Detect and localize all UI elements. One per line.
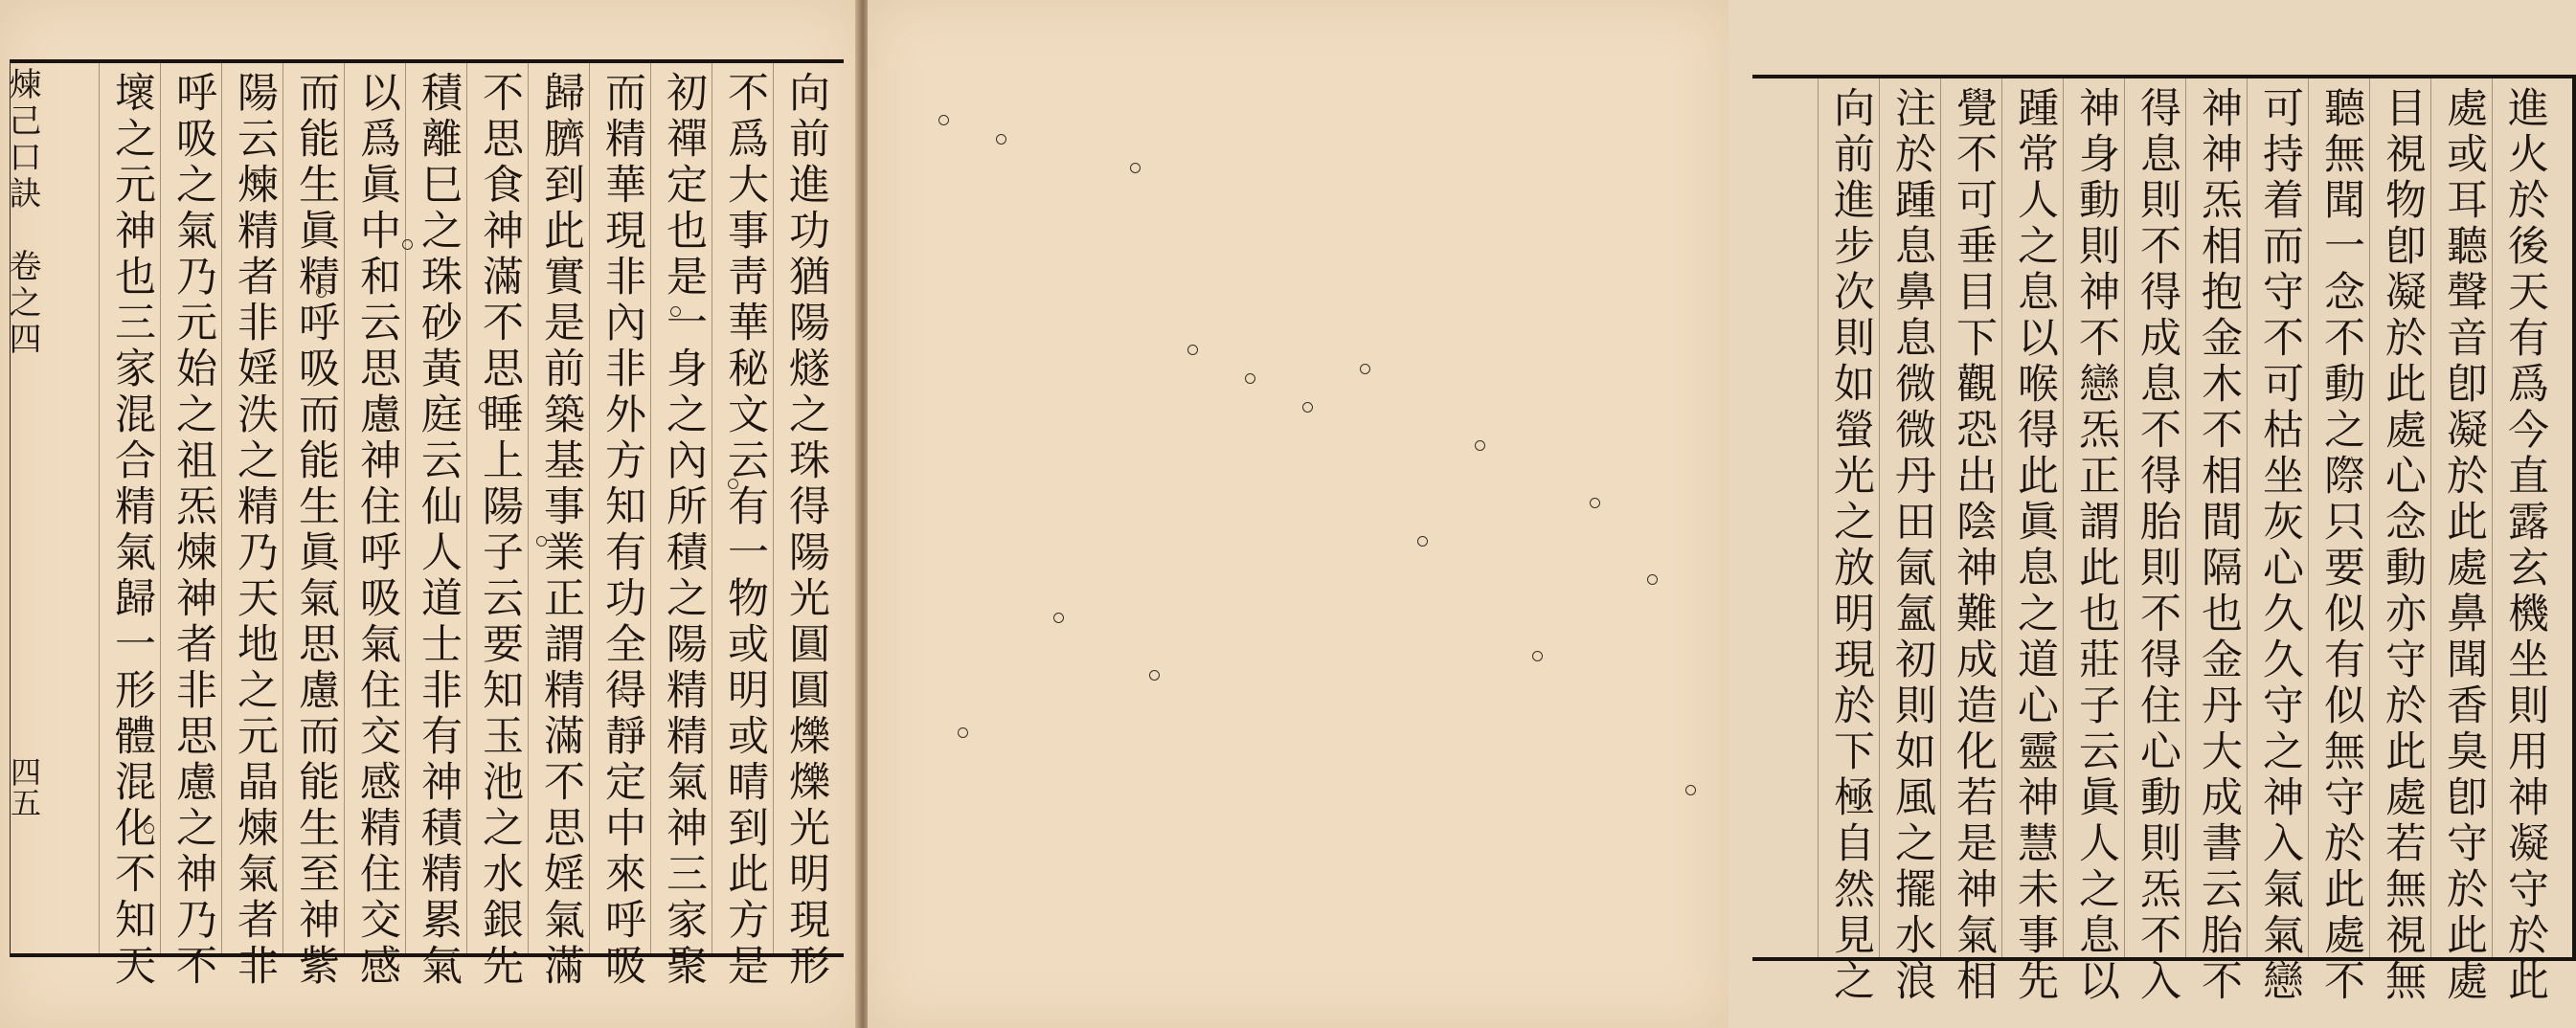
punctuation-circle <box>1302 402 1313 413</box>
column-rule <box>2308 78 2309 957</box>
column-rule <box>99 63 100 953</box>
punctuation-circle <box>1360 364 1370 374</box>
text-column: 聽無聞一念不動之際只要似有似無守於此處不 <box>2317 86 2365 1005</box>
text-column: 可持着而守不可枯坐灰心久久守之神入氣氣戀 <box>2256 86 2304 1005</box>
punctuation-circle <box>958 727 968 738</box>
text-column: 處或耳聽聲音卽凝於此處鼻聞香臭卽守於此處 <box>2440 86 2488 1005</box>
column-rule <box>528 63 529 953</box>
text-column: 踵常人之息以喉得此眞息之道心靈神慧未事先 <box>2011 86 2059 1005</box>
punctuation-circle <box>536 536 547 547</box>
column-rule <box>2369 78 2370 957</box>
column-rule <box>282 63 283 953</box>
punctuation-circle <box>402 239 413 250</box>
column-rule <box>2185 78 2186 957</box>
column-rule <box>160 63 161 953</box>
column-rule <box>221 63 222 953</box>
punctuation-circle <box>1417 536 1428 547</box>
text-column: 覺不可垂目下觀恐出陰神難成造化若是神氣相 <box>1950 86 1998 1005</box>
text-column: 而精華現非內非外方知有功全得靜定中來呼吸 <box>599 71 646 990</box>
text-column: 陽云煉精者非婬泆之精乃天地之元晶煉氣者非 <box>231 71 279 990</box>
punctuation-circle <box>1149 670 1160 681</box>
punctuation-circle <box>938 115 949 125</box>
text-column: 目視物卽凝於此處心念動亦守於此處若無視無 <box>2379 86 2427 1005</box>
text-column: 得息則不得成息不得胎則不得住心動則炁不入 <box>2134 86 2181 1005</box>
column-rule <box>773 63 774 953</box>
punctuation-circle <box>144 823 154 834</box>
punctuation-circle <box>1647 574 1658 585</box>
text-column: 不爲大事靑華秘文云有一物或明或晴到此方是 <box>721 71 769 990</box>
punctuation-circle <box>1532 651 1543 661</box>
punctuation-circle <box>728 479 738 489</box>
punctuation-circle <box>1685 785 1696 795</box>
punctuation-circle <box>479 402 489 413</box>
text-column: 不思食神滿不思睡上陽子云要知玉池之水銀先 <box>476 71 524 990</box>
page-number: 四五 <box>6 756 42 817</box>
column-rule <box>405 63 406 953</box>
punctuation-circle <box>316 287 327 298</box>
text-column: 注於踵息鼻息微微丹田氤氳初則如風之擺水浪 <box>1888 86 1936 1005</box>
text-column: 呼吸之氣乃元始之祖炁煉神者非思慮之神乃不 <box>169 71 217 990</box>
text-column: 而能生眞精呼吸而能生眞氣思慮而能生至神紫 <box>292 71 340 990</box>
punctuation-circle <box>1245 373 1255 384</box>
left-page <box>0 0 859 1028</box>
right-page <box>868 0 2549 1028</box>
text-column: 向前進步次則如螢光之放明現於下極自然見之 <box>1827 86 1875 1005</box>
punctuation-circle <box>1053 613 1064 623</box>
column-rule <box>1940 78 1941 957</box>
column-rule <box>1879 78 1880 957</box>
column-rule <box>1818 78 1819 957</box>
text-column: 壞之元神也三家混合精氣歸一形體混化不知天 <box>108 71 156 990</box>
column-rule <box>466 63 467 953</box>
column-rule <box>2063 78 2064 957</box>
text-column: 以爲眞中和云思慮神住呼吸氣住交感精住交感 <box>353 71 401 990</box>
text-column: 歸臍到此實是前築基事業正謂精滿不思婬氣滿 <box>537 71 585 990</box>
text-column: 初禪定也是一身之內所積之陽精精氣神三家聚 <box>660 71 708 990</box>
column-rule <box>650 63 651 953</box>
column-rule <box>2001 78 2002 957</box>
left-text-frame <box>3 59 844 990</box>
text-column: 進火於後天有爲今直露玄機坐則用神凝守於此 <box>2501 86 2549 1005</box>
column-rule <box>589 63 590 953</box>
column-rule <box>2430 78 2431 957</box>
column-rule <box>2247 78 2248 957</box>
punctuation-circle <box>613 689 623 700</box>
punctuation-circle <box>670 306 681 317</box>
text-column: 神身動則神不戀炁正謂此也莊子云眞人之息以 <box>2072 86 2120 1005</box>
punctuation-circle <box>1590 498 1600 508</box>
text-column: 神神炁相抱金木不相間隔也金丹大成書云胎不 <box>2195 86 2243 1005</box>
punctuation-circle <box>192 593 202 604</box>
right-text-frame <box>1752 75 2576 1005</box>
column-rule <box>344 63 345 953</box>
punctuation-circle <box>1475 440 1485 451</box>
text-column: 積離巳之珠砂黃庭云仙人道士非有神積精累氣 <box>415 71 463 990</box>
punctuation-circle <box>1187 345 1198 355</box>
column-rule <box>2492 78 2493 957</box>
column-rule <box>2124 78 2125 957</box>
text-column: 向前進功猶陽燧之珠得陽光圓圓爍爍光明現形 <box>782 71 830 990</box>
margin-title: 煉己口訣 卷之四 <box>3 67 41 358</box>
punctuation-circle <box>1130 163 1141 173</box>
punctuation-circle <box>996 134 1006 145</box>
punctuation-circle <box>249 172 260 183</box>
